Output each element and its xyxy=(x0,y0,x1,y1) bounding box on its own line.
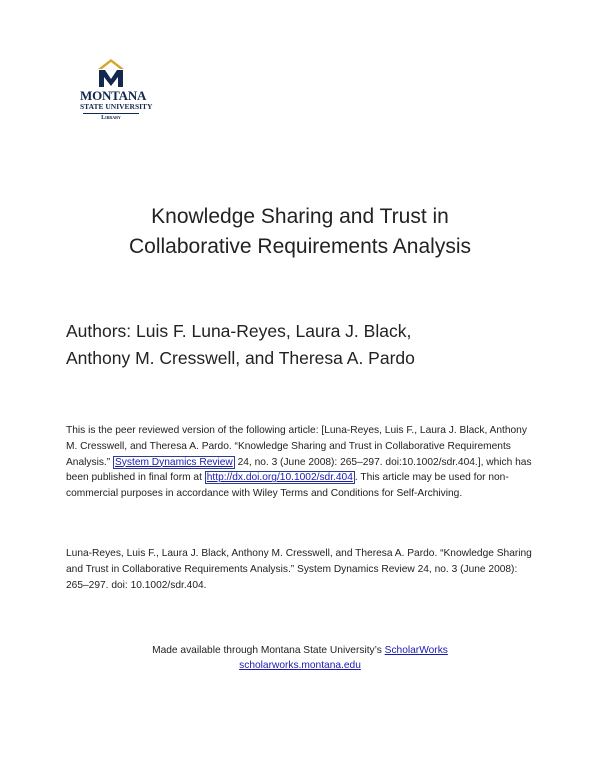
authors-line-1: Authors: Luis F. Luna-Reyes, Laura J. Black, xyxy=(66,321,412,341)
title-line-1: Knowledge Sharing and Trust in xyxy=(151,205,449,228)
title-line-2: Collaborative Requirements Analysis xyxy=(129,235,471,258)
scholarworks-site-link[interactable]: scholarworks.montana.edu xyxy=(239,660,361,671)
logo-state-university: STATE UNIVERSITY xyxy=(80,102,153,111)
scholarworks-link[interactable]: ScholarWorks xyxy=(384,645,448,656)
document-title xyxy=(60,202,540,262)
logo-montana: MONTANA xyxy=(80,88,147,103)
logo-divider xyxy=(83,113,139,114)
doi-link[interactable]: http://dx.doi.org/10.1002/sdr.404 xyxy=(206,472,353,484)
logo-library: Library xyxy=(101,115,121,121)
peer-review-notice xyxy=(66,423,534,502)
authors-block xyxy=(66,318,536,372)
notice-text-a: This is the peer reviewed version of the following article: [Luna-Reyes, Luis F., Laura J. Black, Anthony M. Cresswell, and Theresa A. Pardo. “Knowledge Sharing and Trust in Collaborative Requirements Analysis.” xyxy=(66,425,527,468)
notice-text-b: 24, no. 3 (June 2008): 265–297. doi:10.1002/sdr.404.], which has been published in final form at xyxy=(66,456,532,484)
footer-prefix: Made available through Montana State University’s xyxy=(152,645,385,656)
authors-line-2: Anthony M. Cresswell, and Theresa A. Pardo xyxy=(66,348,415,368)
citation-paragraph: Luna-Reyes, Luis F., Laura J. Black, Anthony M. Cresswell, and Theresa A. Pardo. “Knowledge Sharing and Trust in Collaborative Requirements Analysis.” System Dynamics Review 24, no. 3 (June 2008): 265–297. doi: 10.1002/sdr.404. xyxy=(66,548,532,591)
notice-text-c: . This article may be used for non-commercial purposes in accordance with Wiley Terms and Conditions for Self-Archiving. xyxy=(66,472,509,500)
footer xyxy=(66,643,534,673)
journal-link[interactable]: System Dynamics Review xyxy=(115,456,233,468)
mountain-m-icon xyxy=(80,57,142,89)
